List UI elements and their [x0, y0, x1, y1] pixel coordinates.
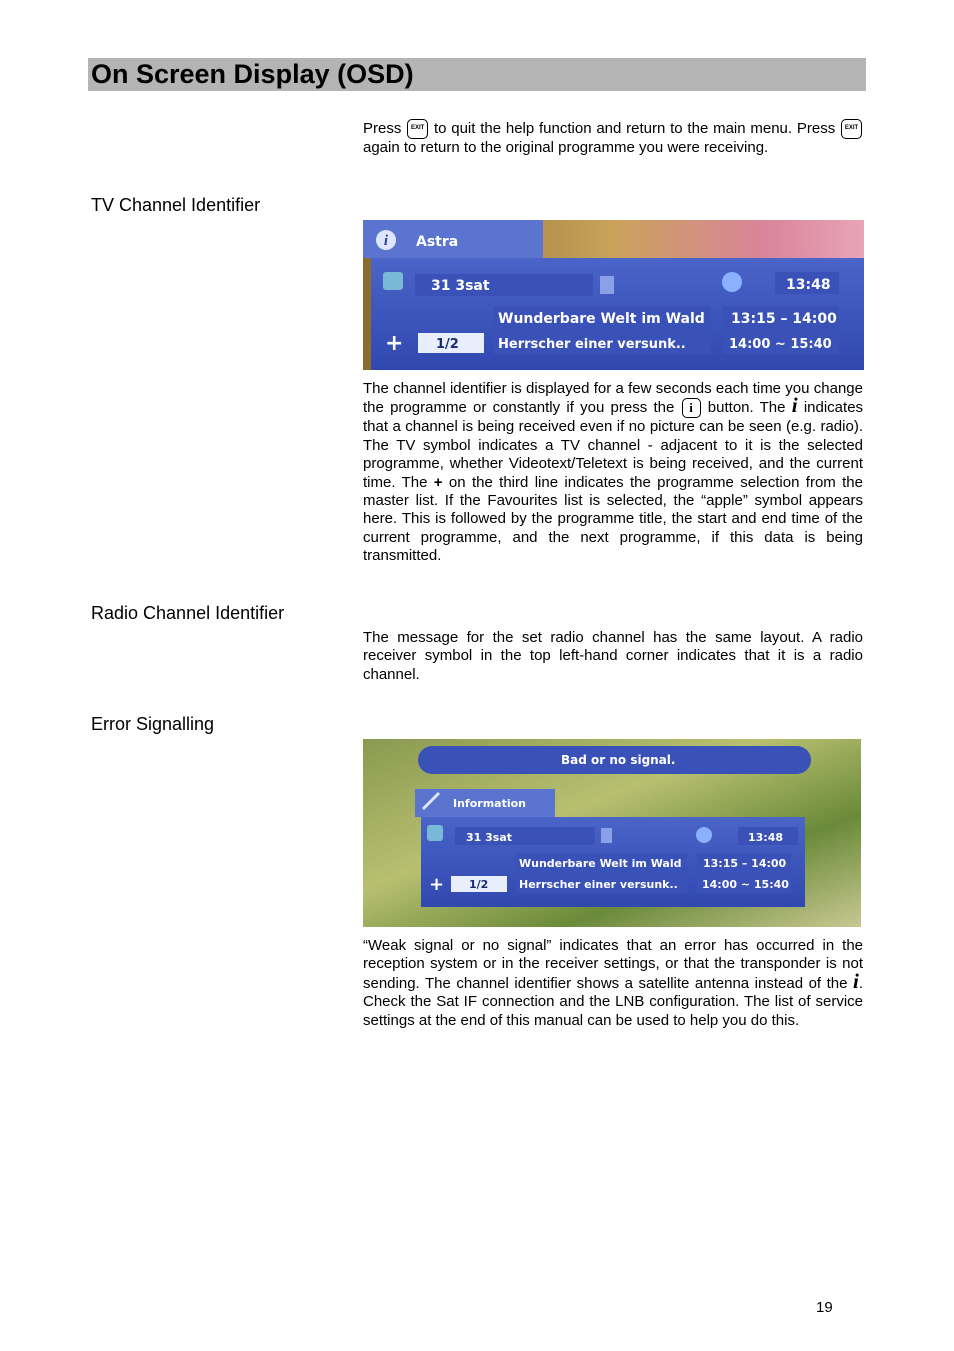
intro-paragraph: [363, 119, 863, 157]
plus-icon: +: [429, 874, 445, 895]
osd-now-title: Wunderbare Welt im Wald: [498, 311, 705, 327]
osd-page: 1/2: [469, 878, 489, 891]
tv-text-c: indicates that a channel is being received even if no picture can be seen (e.g. radio). The TV symbol indicates a TV channel - adjacent to it is the selected programme, whether Videotext/Teletext is being received, and the current time. The: [363, 399, 864, 491]
osd-now-time: 13:15 – 14:00: [731, 311, 837, 327]
osd-next-time: 14:00 ~ 15:40: [729, 337, 832, 352]
tv-text-d: on the third line indicates the programme selection from the master list. If the Favourites list is selected, the “apple” symbol appears here. This is followed by the programme title, the start and end time of the current programme, and the next programme, if this data is being transmitted.: [363, 473, 863, 565]
clock-icon: [696, 827, 712, 843]
exit-key-icon: EXIT: [841, 119, 862, 139]
error-paragraph: [363, 937, 863, 1030]
radio-section-heading: Radio Channel Identifier: [91, 603, 285, 623]
error-text-a: “Weak signal or no signal” indicates that an error has occurred in the reception system or in the receiver settings, or that the transponder is not sending. The channel identifier shows a satellite antenna instead of the: [363, 937, 863, 992]
info-glyph-icon: i: [791, 393, 798, 418]
error-section-heading: Error Signalling: [91, 714, 215, 734]
osd-time: 13:48: [786, 277, 831, 293]
osd-now-time: 13:15 – 14:00: [703, 857, 787, 870]
osd-channel: 31 3sat: [466, 831, 513, 844]
osd-header-label: Astra: [416, 234, 459, 250]
title-bar: [88, 58, 866, 91]
osd-next-title: Herrscher einer versunk..: [519, 878, 678, 891]
error-text-b: . Check the Sat IF connection and the LNB configuration. The list of service settings at the end of this manual can be used to help you do this.: [363, 974, 864, 1029]
error-banner-text: Bad or no signal.: [561, 753, 676, 767]
page-number: 19: [816, 1299, 833, 1316]
error-osd-screenshot: [363, 739, 861, 927]
info-glyph-icon: i: [853, 968, 859, 993]
osd-next-time: 14:00 ~ 15:40: [702, 878, 789, 891]
plus-icon: +: [385, 331, 404, 356]
radio-paragraph: The message for the set radio channel has the same layout. A radio receiver symbol in the top left-hand corner indicates that it is a radio channel.: [363, 629, 863, 683]
intro-text-2: to quit the help function and return to the main menu. Press: [433, 119, 836, 137]
osd-channel: 31 3sat: [431, 278, 490, 294]
tv-text-b: button. The: [707, 399, 786, 417]
intro-text-3: again to return to the original programme you were receiving.: [363, 139, 769, 156]
tv-symbol-icon: [427, 825, 443, 841]
plus-symbol: +: [433, 473, 443, 491]
tv-text-a: The channel identifier is displayed for a few seconds each time you change the programme or constantly if you press the: [363, 380, 863, 417]
intro-text-1: Press: [363, 119, 402, 137]
svg-text:i: i: [383, 233, 389, 249]
osd-next-title: Herrscher einer versunk..: [498, 337, 686, 352]
osd-page: 1/2: [436, 337, 459, 352]
tv-paragraph: [363, 380, 863, 566]
osd-now-title: Wunderbare Welt im Wald: [519, 857, 682, 870]
osd-time: 13:48: [748, 831, 784, 844]
page-title: On Screen Display (OSD): [91, 59, 414, 89]
tv-osd-screenshot: [363, 220, 864, 370]
teletext-icon: [601, 828, 612, 843]
clock-icon: [722, 272, 742, 292]
exit-key-icon: EXIT: [407, 119, 428, 139]
info-key-icon: i: [682, 398, 701, 418]
tv-symbol-icon: [383, 272, 403, 290]
osd-header-label: Information: [453, 797, 526, 810]
teletext-icon: [600, 276, 614, 294]
tv-section-heading: TV Channel Identifier: [91, 195, 261, 215]
